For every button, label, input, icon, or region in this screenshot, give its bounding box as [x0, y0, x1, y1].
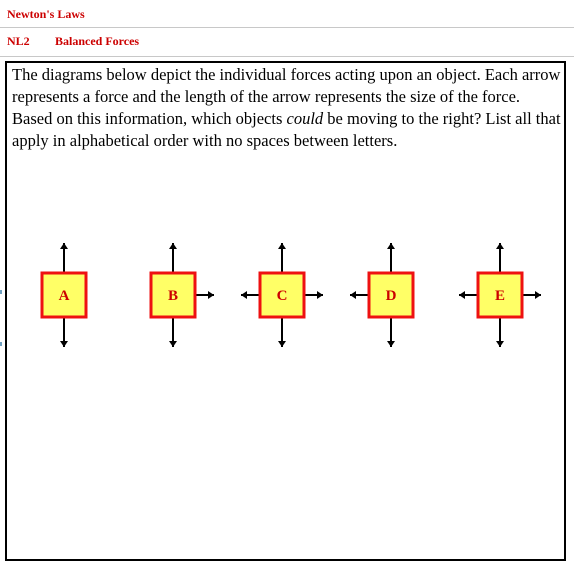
force-arrow-right-head [317, 291, 323, 299]
page-title: Newton's Laws [7, 7, 85, 21]
force-arrow-right [304, 291, 323, 299]
object-b [151, 243, 214, 347]
question-code: NL2 [7, 34, 30, 48]
force-arrow-up [278, 243, 286, 273]
force-arrow-left [350, 291, 369, 299]
force-arrow-up-head [169, 243, 177, 249]
force-arrow-down-head [496, 341, 504, 347]
force-arrow-down [278, 317, 286, 347]
object-c [241, 243, 323, 347]
force-arrow-up-head [278, 243, 286, 249]
force-arrow-down-head [169, 341, 177, 347]
object-label: D [385, 288, 397, 304]
force-arrow-up-head [387, 243, 395, 249]
object-label: E [494, 288, 506, 304]
force-arrow-down [60, 317, 68, 347]
object-label: A [58, 288, 70, 304]
object-label: C [276, 288, 288, 304]
edge-mark [0, 342, 2, 346]
object-d [350, 243, 413, 347]
force-arrow-down [169, 317, 177, 347]
force-diagrams [7, 63, 564, 559]
force-arrow-up [496, 243, 504, 273]
force-arrow-up [387, 243, 395, 273]
force-arrow-down-head [60, 341, 68, 347]
force-arrow-up [60, 243, 68, 273]
force-arrow-left-head [459, 291, 465, 299]
edge-mark [0, 290, 2, 294]
question-emphasis: could [286, 109, 324, 128]
force-arrow-left-head [241, 291, 247, 299]
force-arrow-left [459, 291, 478, 299]
force-arrow-right [522, 291, 541, 299]
force-arrow-right-head [208, 291, 214, 299]
object-label: B [167, 288, 179, 304]
force-arrow-down-head [387, 341, 395, 347]
header-divider [0, 56, 574, 57]
question-subtitle: Balanced Forces [55, 34, 140, 48]
force-arrow-right-head [535, 291, 541, 299]
force-arrow-up-head [60, 243, 68, 249]
force-arrow-up-head [496, 243, 504, 249]
force-arrow-right [195, 291, 214, 299]
force-arrow-down [496, 317, 504, 347]
object-a [42, 243, 86, 347]
force-arrow-left [241, 291, 260, 299]
force-arrow-down-head [278, 341, 286, 347]
question-text-before: The diagrams below depict the individual forces acting upon an object. Each arrow represents a force and the length of the arrow represents the size of the force. Based on this information, which objects [12, 65, 561, 128]
object-e [459, 243, 541, 347]
header-divider [0, 27, 574, 28]
force-arrow-down [387, 317, 395, 347]
question-panel [5, 61, 566, 561]
question-text-after: be moving to the right? List all that apply in alphabetical order with no spaces between letters. [12, 109, 561, 150]
force-arrow-up [169, 243, 177, 273]
force-arrow-left-head [350, 291, 356, 299]
